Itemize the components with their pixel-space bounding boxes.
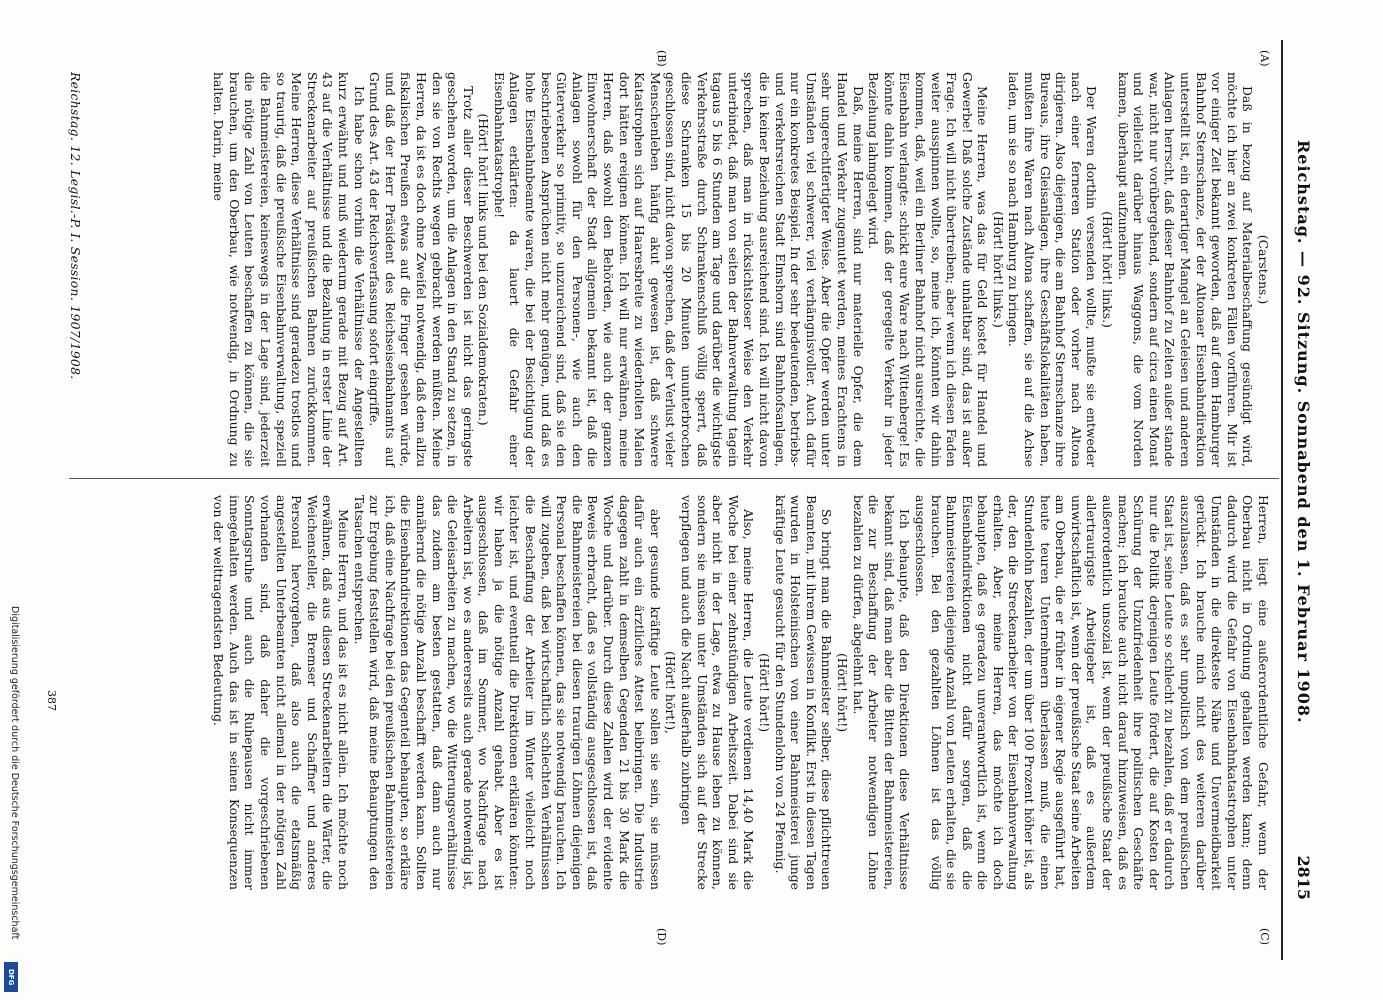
paragraph: Ich habe schon vorhin die Verhältnisse der Angestellten kurz erwähnt und muß wiederum gerade mit Bezug auf Art. 43 auf die Verhältnisse und die Bezahlung in erster Linie der Streckenarbeiter auf preußischen Bahnen zurückkommen. Meine Herren, diese Verhältnisse sind geradezu trostlos und so traurig, daß die preußische Eisenbahnverwaltung, speziell die Bahnmeistereien, keineswegs in der Lage sind, jederzeit die nötige Zahl von Leuten beschaffen zu können, die sie brauchen, um den Oberbau, wie notwendig, in Ordnung zu halten. Darin, meine [211, 72, 367, 467]
digitization-credit [4, 606, 28, 998]
header-page-number: 2815 [1294, 855, 1313, 900]
interjection: (Hört! hört!), [663, 650, 679, 734]
interjection: (Hört! hört! links.) [1100, 211, 1116, 328]
header-rule [1281, 40, 1283, 960]
paragraph: Meine Herren, was das für Geld kostet für Handel und Gewerbe! Daß solche Zustände unhaltbar sind, das ist außer Frage. Ich will nicht übertreiben; aber wenn ich diesen Faden weiter ausspinnen wollte, so, meine ich, könnten wir dahin kommen, daß, weil ein Berliner Bahnhof nicht ausreichte, die Eisenbahn verlangte: schickt eure Ware nach Wittenberge! Es könnte dahin kommen, daß der geregelte Verkehr in jeder Beziehung lahmgelegt wird. [866, 72, 991, 467]
interjection: (Hört! hört! links und bei den Sozialdemokraten.) [476, 113, 492, 426]
page-header [1283, 0, 1323, 1000]
footer-session: Reichstag. 12. Legisl.-P. I. Session. 1907/1908. [68, 72, 83, 380]
interjection: (Hört! hört! links.) [990, 211, 1006, 328]
paragraph: Ich behaupte, daß den Direktionen diese Verhältnisse bekannt sind, daß man aber die Bitten der Bahnmeistereien, die zur Beschaffung der Arbeiter notwendigen Löhne bezahlen zu dürfen, abgelehnt hat. [850, 495, 913, 890]
dfg-logo: DFG [4, 962, 18, 992]
margin-mark-a: (A) [1258, 50, 1271, 67]
paragraph: Trotz aller dieser Beschwerden ist nicht das geringste geschehen worden, um die Anlagen in den Stand zu setzen, in den sie von Rechts wegen gebracht werden müßten. Meine Herren, da ist es doch ohne Zweifel notwendig, daß dem allzu fiskalischen Preußen etwas auf die Finger gesehen würde, und daß der Herr Präsident des Reichseisenbahnamts auf Grund des Art. 43 der Reichsverfassung sofort eingriffe. [367, 72, 476, 467]
margin-mark-b: (B) [655, 50, 668, 67]
header-title: Reichstag. — 92. Sitzung. Sonnabend den 1. Februar 1908. [1294, 140, 1313, 724]
margin-mark-c: (C) [1258, 928, 1271, 945]
column-divider [69, 478, 1279, 479]
right-column [211, 495, 1271, 890]
paragraph: Daß in bezug auf Materialbeschaffung gesündigt wird, möchte ich hier an zwei konkreten Fällen vorführen. Mir ist vor einiger Zeit bekannt geworden, daß auf dem Hamburger Bahnhof Sternschanze, der der Altonaer Eisenbahndirektion unterstellt ist, ein derartiger Mangel an Geleisen und anderen Anlagen herrscht, daß dieser Bahnhof zu Zeiten außer stande war, nicht nur vorübergehend, sondern auf circa einen Monat und vielleicht darüber hinaus Waggons, die vom Norden kamen, überhaupt aufzunehmen. [1115, 72, 1256, 467]
paragraph: Herren, liegt eine außerordentliche Gefahr, wenn der Oberbau nicht in Ordnung gehalten werden kann; denn dadurch wird die Gefahr von Eisenbahnkatastrophen unter Umständen in die direkteste Nähe und Unvermeidbarkeit gerückt. Ich brauche mich nicht des weiteren darüber auszulassen, daß es sehr unpolitisch von dem preußischen Staat ist, seine Leute so schlecht zu bezahlen, daß er dadurch nur die Politik derjenigen Leute fördert, die auf Kosten der Schürung der Unzufriedenheit ihre politischen Geschäfte machen; ich brauche auch nicht darauf hinzuweisen, daß es außerordentlich unsozial ist, wenn der preußische Staat der allertraurigste Arbeitgeber ist, daß es außerdem unwirtschaftlich ist, wenn der preußische Staat seine Arbeiten am Oberbau, die er früher in eigener Regie ausgeführt hat, heute teuren Unternehmern überlassen muß, die einen Stundenlohn bezahlen, der um über 100 Prozent höher ist, als der, den die Streckenarbeiter von der Eisenbahnverwaltung erhalten. Aber, meine Herren, das möchte ich doch behaupten, daß es geradezu unverantwortlich ist, wenn die Eisenbahndirektionen nicht dafür sorgen, daß die Bahnmeistereien diejenige Anzahl von Leuten erhalten, die sie brauchen. Bei den gezahlten Löhnen ist das völlig ausgeschlossen. [912, 495, 1271, 890]
speaker-label: (Carstens.) [1256, 234, 1271, 305]
paragraph: Der Waren dorthin versenden wollte, mußte sie entweder nach einer ferneren Station oder vorher nach Altona dirigieren. Also diejenigen, die am Bahnhof Sternschanze ihre Bureaus, ihre Gleisanlagen, ihre Geschäftslokalitäten haben, mußten ihre Waren nach Altona schaffen, sie auf die Achse laden, um sie so nach Hamburg zu bringen. [1006, 72, 1100, 467]
credit-text: Digitalisierung gefördert durch die Deutsche Forschungsgemeinschaft [9, 606, 20, 940]
left-column [211, 72, 1271, 467]
margin-mark-d: (D) [655, 928, 668, 946]
paragraph: So bringt man die Bahnmeister selber, diese pflichttreuen Beamten, mit ihrem Gewissen in Konflikt. Erst in diesen Tagen wurden in Holsteinischen von einer Bahnmeisterei junge kräftige Leute gesucht für den Stundenlohn von 24 Pfennig. [772, 495, 835, 890]
interjection: (Hört! hört!) [834, 652, 850, 733]
interjection: (Hört! hört!) [757, 652, 772, 733]
paragraph: Daß, meine Herren, sind nur materielle Opfer, die dem Handel und Verkehr zugemutet werden, meines Erachtens in sehr ungerechtfertigter Weise. Aber die Opfer werden unter Umständen viel schwerer, viel verhängnisvoller. Auch dafür nur ein konkretes Beispiel. In der sehr bedeutenden, betriebs- und verkehrsreichen Stadt Elmshorn sind Bahnhofsanlagen, die in keiner Beziehung ausreichend sind. Ich will nicht davon sprechen, daß man in rücksichtsloser Weise den Verkehr unterbindet, daß man von seiten der Bahnverwaltung tagein tagaus 5 bis 6 Stunden am Tage und darüber die wichtigste Verkehrsstraße durch Schrankenschluß völlig sperrt, daß diese Schranken 15 bis 20 Minuten ununterbrochen geschlossen sind, nicht davon sprechen, daß der Verlust vieler Menschenleben häufig akut gewesen ist, daß schwere Katastrophen sich auf Haaresbreite zu wiederholten Malen dort hätten ereignen können. Ich will nur erwähnen, meine Herren, daß sowohl den Behörden, wie auch der ganzen Einwohnerschaft der Stadt allgemein bekannt ist, daß die Anlagen sowohl für den Personen-, wie auch den Güterverkehr so primitiv, so unzureichend sind, daß sie den beschriebenen Ansprüchen nicht mehr genügen, und daß es hohe Eisenbahnbeamte waren, die bei der Besichtigung der Anlagen erklärten: da lauert die Gefahr einer Eisenbahnkatastrophe! [491, 72, 866, 467]
footer-sheet-number: 387 [45, 690, 58, 711]
paragraph: Meine Herren, und das ist es nicht allein. Ich möchte noch erwähnen, daß aus diesen Streckenarbeitern die Wärter, die Weichensteller, die Bremser und Schaffner und anderes Personal hervorgehen, daß also auch die etatsmäßig angestellten Unterbeamten nicht allemal in der nötigen Zahl vorhanden sind, daß daher die vorgeschriebenen Sonntagsruhe und auch die Ruhepausen nicht immer innegehalten werden. Auch das ist in seinen Konsequenzen von der weittragendsten Bedeutung. [211, 495, 351, 890]
paragraph: Also, meine Herren, die Leute verdienen 14,40 Mark die Woche bei einer zehnstündigen Arbeitszeit. Dabei sind sie aber nicht in der Lage, etwa zu Hause leben zu können, sondern sie müssen unter Umständen sich auf der Strecke verpflegen und auch die Nacht außerhalb zubringen [679, 495, 757, 890]
paragraph: aber gesunde kräftige Leute sollen sie sein, sie müssen dafür auch ein ärztliches Attest beibringen. Die Industrie dagegen zahlt in demselben Gegenden 21 bis 30 Mark die Woche und darüber. Durch diese Zahlen wird der evidente Beweis erbracht, daß es vollständig ausgeschlossen ist, daß die Bahnmeistereien bei diesen traurigen Löhnen diejenigen Personal beschaffen können, das sie notwendig brauchen. Ich will zugeben, daß bei wirtschaftlich schlechten Verhältnissen die Beschaffung der Arbeiter im Winter vielleicht noch leichter ist, und eventuell die Direktionen erklären könnten: wir haben ja die nötige Anzahl gehabt. Aber es ist ausgeschlossen, daß im Sommer, wo Nachfrage nach Arbeitern ist, wo es andererseits auch gerade notwendig ist, die Geleisarbeiten zu machen, wo die Witterungsverhältnisse das zudem am besten gestatten, daß dann auch nur annähernd die nötige Anzahl beschafft werden kann. Sollten die Eisenbahndirektionen das Gegenteil behaupten, so erkläre ich, daß eine Nachfrage bei den preußischen Bahnmeistereien zur Ergebung feststellen wird, daß meine Behauptungen den Tatsachen entsprechen. [351, 495, 663, 890]
